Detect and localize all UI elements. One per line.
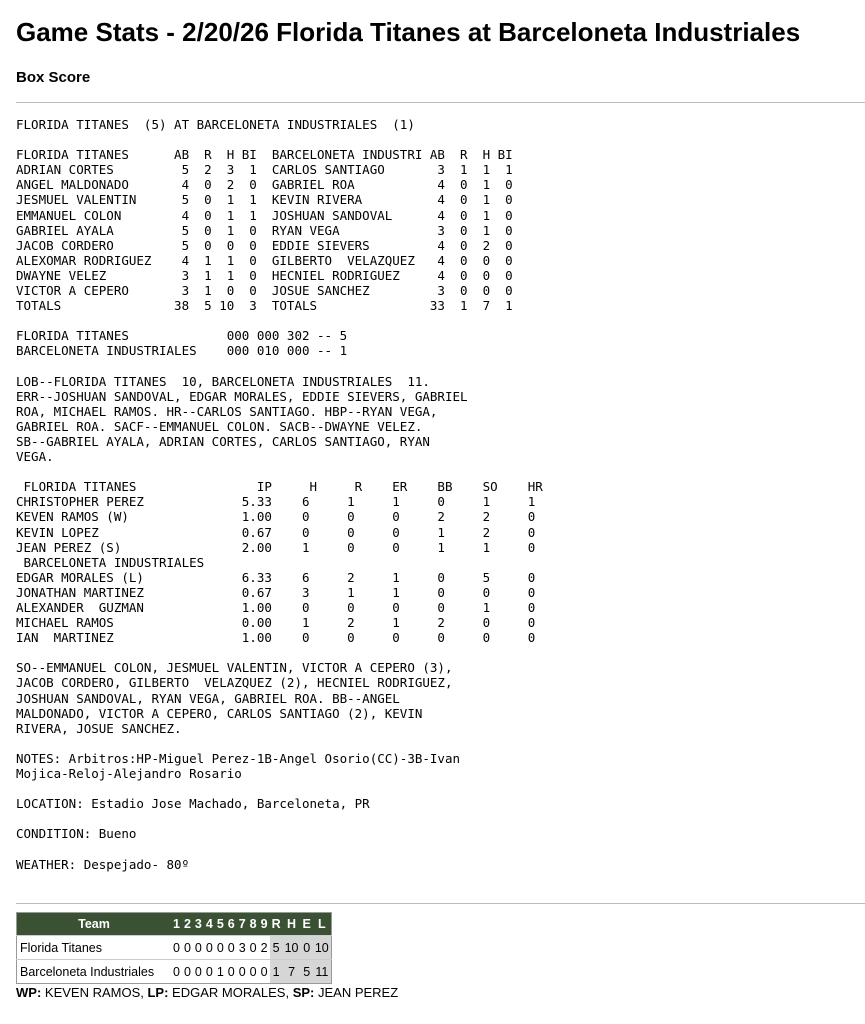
- box-score-report: FLORIDA TITANES (5) AT BARCELONETA INDUSTRIALES (1) FLORIDA TITANES AB R H BI BARCELONETA INDUSTRI AB R H BI ADRIAN CORTES 5 2 3 1 CARLOS SANTIAGO 3 1 1 1 ANGEL MALDONADO 4 0 2 0 GABRIEL ROA 4 0 1 0 JESMUEL VALENTIN 5 0 1 1 KEVIN RIVERA 4 0 1 0 EMMANUEL COLON 4 0 1 1 JOSHUAN SANDOVAL 4 0 1 0 GABRIEL AYALA 5 0 1 0 RYAN VEGA 3 0 1 0 JACOB CORDERO 5 0 0 0 EDDIE SIEVERS 4 0 2 0 ALEXOMAR RODRIGUEZ 4 1 1 0 GILBERTO VELAZQUEZ 4 0 0 0 DWAYNE VELEZ 3 1 1 0 HECNIEL RODRIGUEZ 4 0 0 0 VICTOR A CEPERO 3 1 0 0 JOSUE SANCHEZ 3 0 0 0 TOTALS 38 5 10 3 TOTALS 33 1 7 1 FLORIDA TITANES 000 000 302 -- 5 BARCELONETA INDUSTRIALES 000 010 000 -- 1 LOB--FLORIDA TITANES 10, BARCELONETA INDUSTRIALES 11. ERR--JOSHUAN SANDOVAL, EDGAR MORALES, EDDIE SIEVERS, GABRIEL ROA, MICHAEL RAMOS. HR--CARLOS SANTIAGO. HBP--RYAN VEGA, GABRIEL ROA. SACF--EMMANUEL COLON. SACB--DWAYNE VELEZ. SB--GABRIEL AYALA, ADRIAN CORTES, CARLOS SANTIAGO, RYAN VEGA. FLORIDA TITANES IP H R ER BB SO HR CHRISTOPHER PEREZ 5.33 6 1 1 0 1 1 KEVEN RAMOS (W) 1.00 0 0 0 2 2 0 KEVIN LOPEZ 0.67 0 0 0 1 2 0 JEAN PEREZ (S) 2.00 1 0 0 1 1 0 BARCELONETA INDUSTRIALES EDGAR MORALES (L) 6.33 6 2 1 0 5 0 JONATHAN MARTINEZ 0.67 3 1 1 0 0 0 ALEXANDER GUZMAN 1.00 0 0 0 0 1 0 MICHAEL RAMOS 0.00 1 2 1 2 0 0 IAN MARTINEZ 1.00 0 0 0 0 0 0 SO--EMMANUEL COLON, JESMUEL VALENTIN, VICTOR A CEPERO (3), JACOB CORDERO, GILBERTO VELAZQUEZ (2), HECNIEL RODRIGUEZ, JOSHUAN SANDOVAL, RYAN VEGA, GABRIEL ROA. BB--ANGEL MALDONADO, VICTOR A CEPERO, CARLOS SANTIAGO (2), KEVIN RIVERA, JOSUE SANCHEZ. NOTES: Arbitros:HP-Miguel Perez-1B-Angel Osorio(CC)-3B-Ivan Mojica-Reloj-Alejandro Rosario LOCATION: Estadio Jose Machado, Barceloneta, PR CONDITION: Bueno WEATHER: Despejado- 80º: [16, 117, 543, 872]
- team-name: Florida Titanes: [17, 936, 172, 960]
- inning-score: 0: [204, 936, 215, 960]
- runs-total: 1: [270, 960, 283, 984]
- table-row: [17, 936, 332, 960]
- header-runs: R: [270, 913, 283, 936]
- hits-total: 10: [283, 936, 301, 960]
- inning-score: 0: [226, 936, 237, 960]
- inning-score: 2: [259, 936, 270, 960]
- wp-label: WP:: [16, 985, 42, 1000]
- inning-score: 3: [237, 936, 248, 960]
- top-divider: [16, 102, 865, 103]
- header-inning-8: 8: [248, 913, 259, 936]
- inning-score: 0: [171, 936, 182, 960]
- inning-score: 0: [248, 936, 259, 960]
- header-hits: H: [283, 913, 301, 936]
- team-name: Barceloneta Industriales: [17, 960, 172, 984]
- errors-total: 5: [301, 960, 313, 984]
- inning-score: 0: [237, 960, 248, 984]
- lp-value: EDGAR MORALES,: [168, 985, 293, 1000]
- sp-value: JEAN PEREZ: [314, 985, 399, 1000]
- box-score-heading: Box Score: [16, 69, 91, 86]
- page-title: Game Stats - 2/20/26 Florida Titanes at Barceloneta Industriales: [16, 17, 801, 47]
- runs-total: 5: [270, 936, 283, 960]
- lp-label: LP:: [147, 985, 169, 1000]
- header-inning-4: 4: [204, 913, 215, 936]
- inning-score: 0: [248, 960, 259, 984]
- header-inning-6: 6: [226, 913, 237, 936]
- line-score-table: [16, 912, 332, 984]
- bottom-divider: [16, 903, 865, 904]
- header-inning-5: 5: [215, 913, 226, 936]
- hits-total: 7: [283, 960, 301, 984]
- inning-score: 0: [182, 960, 193, 984]
- inning-score: 1: [215, 960, 226, 984]
- inning-score: 0: [193, 960, 204, 984]
- header-team: Team: [17, 913, 172, 936]
- wp-value: KEVEN RAMOS,: [41, 985, 148, 1000]
- sp-label: SP:: [292, 985, 315, 1000]
- inning-score: 0: [226, 960, 237, 984]
- header-lob: L: [313, 913, 331, 936]
- inning-score: 0: [171, 960, 182, 984]
- lob-total: 10: [313, 936, 331, 960]
- inning-score: 0: [204, 960, 215, 984]
- inning-score: 0: [182, 936, 193, 960]
- header-inning-2: 2: [182, 913, 193, 936]
- line-score-header-row: [17, 913, 332, 936]
- header-inning-7: 7: [237, 913, 248, 936]
- pitching-decisions: [16, 985, 398, 1000]
- inning-score: 0: [259, 960, 270, 984]
- inning-score: 0: [193, 936, 204, 960]
- header-inning-3: 3: [193, 913, 204, 936]
- header-inning-1: 1: [171, 913, 182, 936]
- table-row: [17, 960, 332, 984]
- header-inning-9: 9: [259, 913, 270, 936]
- errors-total: 0: [301, 936, 313, 960]
- header-errors: E: [301, 913, 313, 936]
- inning-score: 0: [215, 936, 226, 960]
- lob-total: 11: [313, 960, 331, 984]
